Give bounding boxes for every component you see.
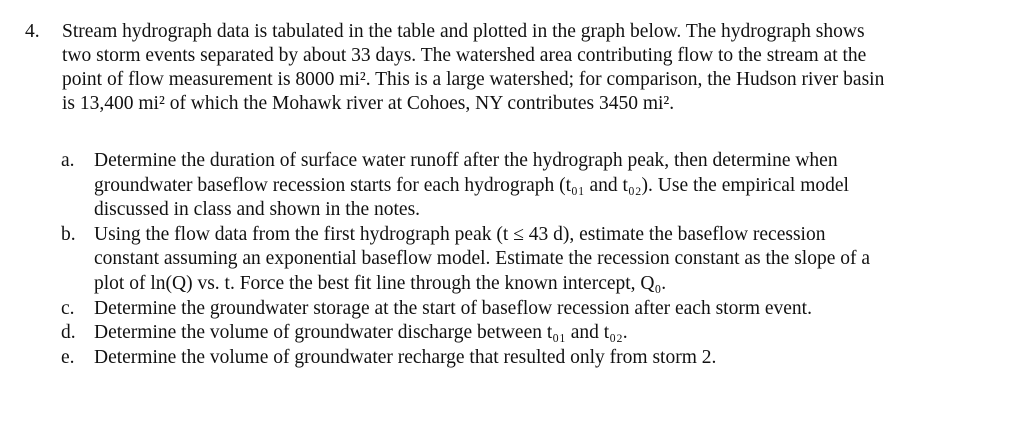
part-b	[0, 223, 1024, 297]
part-text	[94, 149, 994, 223]
part-letter: e.	[61, 346, 75, 368]
part-line: Determine the volume of groundwater recharge that resulted only from storm 2.	[94, 346, 717, 368]
part-letter: b.	[61, 223, 76, 245]
part-line: Determine the volume of groundwater discharge between t₀₁ and t₀₂.	[94, 322, 628, 344]
part-letter: d.	[61, 322, 76, 344]
question-number: 4.	[25, 21, 40, 42]
part-text	[94, 321, 994, 346]
part-c	[0, 297, 1024, 322]
sub-question-list	[0, 149, 1024, 370]
part-e	[0, 346, 1024, 371]
part-text	[94, 346, 994, 371]
part-line: Determine the duration of surface water runoff after the hydrograph peak, then determine when	[94, 150, 838, 171]
part-d	[0, 321, 1024, 346]
part-line: plot of ln(Q) vs. t. Force the best fit line through the known intercept, Q₀.	[94, 272, 667, 294]
question-line: is 13,400 mi² of which the Mohawk river at Cohoes, NY contributes 3450 mi².	[62, 93, 675, 114]
part-line: Using the flow data from the first hydrograph peak (t ≤ 43 d), estimate the baseflow recession	[94, 223, 826, 245]
part-a	[0, 149, 1024, 223]
part-line: constant assuming an exponential baseflow model. Estimate the recession constant as the slope of a	[94, 248, 871, 270]
part-letter: c.	[61, 297, 75, 319]
question-line: two storm events separated by about 33 days. The watershed area contributing flow to the stream at the	[62, 45, 867, 66]
part-line: Determine the groundwater storage at the start of baseflow recession after each storm event.	[94, 297, 812, 319]
part-line: groundwater baseflow recession starts for each hydrograph (t₀₁ and t₀₂). Use the empirical model	[94, 174, 849, 196]
question-line: point of flow measurement is 8000 mi². This is a large watershed; for comparison, the Hudson river basin	[62, 69, 885, 90]
part-text	[94, 223, 994, 297]
question-line: Stream hydrograph data is tabulated in the table and plotted in the graph below. The hydrograph shows	[62, 21, 865, 42]
part-line: discussed in class and shown in the notes.	[94, 199, 421, 221]
part-text	[94, 297, 994, 322]
question-text	[62, 20, 1007, 116]
part-letter: a.	[61, 150, 75, 171]
